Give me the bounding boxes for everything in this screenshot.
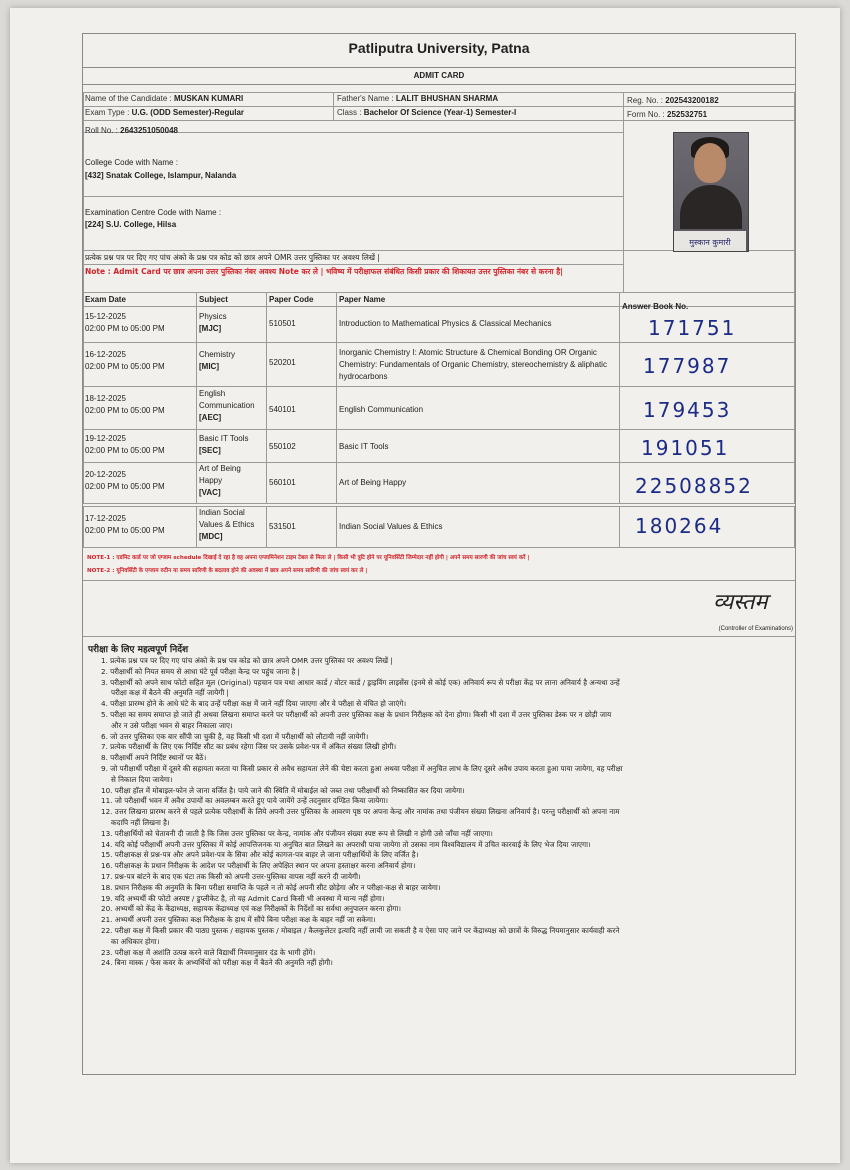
class: Class : Bachelor Of Science (Year-1) Semester-I: [337, 108, 517, 117]
answer-book-number: 179453: [643, 398, 732, 422]
controller-signature: व्यस्तम: [713, 590, 768, 615]
note-answer-book: Note : Admit Card पर छात्र अपना उत्तर पुस्तिका नंबर अवश्य Note कर ले | भविष्य में परीक्षाफल संबंधित किसी प्रकार की शिकायत उत्तर पुस्तिका नंबर से करना है|: [85, 267, 563, 276]
instruction-item: 2. परीक्षार्थी को नियत समय से आधा घंटे पूर्व परीक्षा केन्द्र पर पहुंच जाना है |: [101, 666, 300, 676]
instruction-item: 16. परीक्षाकक्ष के प्रधान निरीक्षक के आदेश पर परीक्षार्थी के लिए अपेक्षित स्थान पर अपना हस्ताक्षर करना अनिवार्य होगा।: [101, 861, 416, 871]
table-row-subject: English Communication [AEC]: [199, 389, 255, 422]
instruction-item: 4. परीक्षा प्रारम्भ होने के आधे घंटे के बाद उन्हें परीक्षा कक्ष में जाने नहीं दिया जाएगा और वे परीक्षा से वंचित हो जाएंगे।: [101, 699, 407, 709]
candidate-photo: [673, 132, 749, 252]
admit-card-heading: ADMIT CARD: [83, 67, 795, 85]
instruction-item: 12. उत्तर लिखना प्रारम्भ करने से पहले प्रत्येक परीक्षार्थी के लिये अपनी उत्तर पुस्तिका के आवरण पृष्ठ पर अपना केन्द्र और नामांक तथा पंजीयन संख्या लिखना अनिवार्य है। परन्तु परीक्षार्थी को अपना नाम: [101, 807, 620, 817]
instruction-item: से निकाल दिया जायेगा।: [111, 774, 173, 784]
omr-instruction: प्रत्येक प्रश्न पत्र पर दिए गए पांच अंको के प्रश्न पत्र कोड को छात्र अपने OMR उत्तर पुस्तिका पर अवश्य लिखें |: [85, 253, 380, 262]
instruction-item: 14. यदि कोई परीक्षार्थी अपनी उत्तर पुस्तिका में कोई आपत्तिजनक या अनुचित बात लिखने का अपराधी पाया जायेगा तो उसका नाम विश्वविद्यालय में उचित कारवाई के लिए भेज दिया जाएगा।: [101, 839, 591, 849]
instruction-item: 20. अभ्यर्थी को केंद्र के केंद्राध्यक्ष, सहायक केंद्राध्यक्ष एवं कक्ष निरीक्षकों के निर्देशों का सर्वथा अनुपालन करना होगा।: [101, 904, 401, 914]
exam-type: Exam Type : U.G. (ODD Semester)-Regular: [85, 108, 245, 117]
table-row-code: 510501: [269, 319, 296, 328]
centre-name: [224] S.U. College, Hilsa: [85, 220, 177, 229]
instructions-list: [101, 656, 791, 969]
table-row-code: 550102: [269, 442, 296, 451]
instruction-item: परीक्षा कक्ष में बैठने की अनुमति नहीं जायेगी |: [111, 688, 229, 698]
instruction-item: 9. जो परीक्षार्थी परीक्षा में दूसरे की सहायता करता या किसी प्रकार से अवैध सहायता लेने की चेष्टा करता हुआ अथवा परीक्षा में अनुचित लाभ के लिए दूसरे अवैध उपाय करता हुआ पाया जायेगा, वह परीक्षा: [101, 763, 623, 773]
header-subject: Subject: [199, 295, 228, 304]
instruction-item: 7. प्रत्येक परीक्षार्थी के लिए एक निर्दिष्ट सीट का प्रबंध रहेगा जिस पर उसके प्रवेश-पत्र में अंकित संख्या लिखी होगी।: [101, 742, 397, 752]
table-row-date: 15-12-2025 02:00 PM to 05:00 PM: [85, 312, 165, 333]
instruction-item: 21. अभ्यर्थी अपनी उत्तर पुस्तिका कक्ष निरीक्षक के हाथ में सौंपे बिना परीक्षा कक्ष के बाहर नहीं जा सकेगा।: [101, 915, 376, 925]
instruction-item: 10. परीक्षा हॉल में मोबाइल-फोन ले जाना वर्जित है। पाये जाने की स्थिति में मोबाईल को जब्त तथा परीक्षार्थी को निष्कासित कर दिया जायेगा।: [101, 785, 465, 795]
father-name: Father's Name : LALIT BHUSHAN SHARMA: [337, 94, 499, 103]
instruction-item: 13. परीक्षार्थियों को चेतावनी दी जाती है कि जिस उत्तर पुस्तिका पर केन्द्र, नामांक और पंजीयन संख्या स्पष्ट रूप से लिखी न होगी उसे जाँचा नहीं जाएगा।: [101, 828, 493, 838]
instruction-item: 23. परीक्षा कक्ष में अशांति उत्पन्न करने वाले विद्यार्थी नियमानुसार दंड के भागी होंगे।: [101, 947, 316, 957]
instruction-item: 1. प्रत्येक प्रश्न पत्र पर दिए गए पांच अंको के प्रश्न पत्र कोड को छात्र अपने OMR उत्तर पुस्तिका पर अवश्य लिखें |: [101, 656, 393, 665]
instruction-item: कदापि नहीं लिखना है।: [111, 817, 170, 827]
header-paper-code: Paper Code: [269, 295, 314, 304]
table-row-subject: Art of Being Happy [VAC]: [199, 464, 241, 497]
candidate-signature: मुस्कान कुमारी: [689, 238, 731, 247]
centre-label: Examination Centre Code with Name :: [85, 208, 222, 217]
answer-book-number: 191051: [641, 436, 730, 460]
table-row-code: 560101: [269, 478, 296, 487]
instruction-item: और न उसे परीक्षा भवन से बाहर निकाला जाए।: [111, 720, 233, 730]
answer-book-number: 22508852: [635, 474, 753, 498]
instruction-item: 22. परीक्षा कक्ष में किसी प्रकार की पाठ्य पुस्तक / सहायक पुस्तक / मोबाइल / कैलकुलेटर इत्यादि नहीं लायी जा सकती है व ऐसा पाए जाने पर केंद्राध्यक्ष को छात्रों के विरुद्ध नियमानुसार कार्यवाही करने: [101, 925, 620, 935]
answer-book-number: 171751: [648, 316, 737, 340]
table-row-subject: Physics [MJC]: [199, 312, 227, 333]
table-row-date: 19-12-2025 02:00 PM to 05:00 PM: [85, 434, 165, 455]
admit-card-paper: [10, 8, 840, 1163]
table-row-code: 540101: [269, 405, 296, 414]
table-row-date: 17-12-2025 02:00 PM to 05:00 PM: [85, 514, 165, 535]
table-row-date: 16-12-2025 02:00 PM to 05:00 PM: [85, 350, 165, 371]
table-row-paper: Introduction to Mathematical Physics & Classical Mechanics: [339, 319, 552, 328]
college-name: [432] Snatak College, Islampur, Nalanda: [85, 171, 237, 180]
roll-no: Roll No. : 2643251050048: [85, 126, 178, 135]
table-row-paper: Basic IT Tools: [339, 442, 389, 451]
instruction-item: 24. बिना मास्क / फेस कवर के अभ्यर्थियों को परीक्षा कक्ष में बैठने की अनुमति नहीं होगी।: [101, 958, 333, 968]
instruction-item: 11. जो परीक्षार्थी भवन में अवैध उपायों का अवलम्बन करते हुए पाये जायेंगे उन्हें तदनुसार दण्डित किया जायेगा।: [101, 796, 388, 806]
table-row-paper: Art of Being Happy: [339, 478, 407, 487]
header-exam-date: Exam Date: [85, 295, 126, 304]
controller-label: (Controller of Examinations): [718, 626, 793, 632]
instruction-item: का अधिकार होगा।: [111, 936, 160, 946]
note-1: NOTE-1 : एडमिट कार्ड पर जो एग्जाम schedule दिखाई दे रहा है वह अपना एग्जामिनेशन टाइम टेबल से मिला ले | किसी भी त्रुटि होने पर यूनिवर्सिटी जिम्मेदार नहीं होगी | अपने समय सारणी की जांच स्वयं करें |: [87, 555, 530, 561]
table-row-paper: English Communication: [339, 405, 424, 414]
instruction-item: 15. परीक्षाकक्ष से प्रश्न-पत्र और अपने प्रवेश-पत्र के सिवा और कोई कागज-पत्र बाहर ले जाना परीक्षार्थियों के लिए वर्जित है।: [101, 850, 419, 860]
table-row-subject: Chemistry [MIC]: [199, 350, 236, 371]
instruction-item: 8. परीक्षार्थी अपने निर्दिष्ट स्थानों पर बैठें।: [101, 753, 207, 763]
table-row-date: 18-12-2025 02:00 PM to 05:00 PM: [85, 394, 165, 415]
instructions-title: परीक्षा के लिए महत्वपूर्ण निर्देश: [88, 645, 189, 655]
instruction-item: 6. जो उत्तर पुस्तिका एक बार सौंपी जा चुकी है, वह किसी भी दशा में परीक्षार्थी को लौटायी नहीं जायेगी।: [101, 731, 369, 741]
answer-book-number: 177987: [643, 354, 732, 378]
instruction-item: 18. प्रधान निरीक्षक की अनुमति के बिना परीक्षा समाप्ति के पहले न तो कोई अपनी सीट छोड़ेगा और न परीक्षा-कक्ष से बाहर जायेगा।: [101, 882, 441, 892]
instruction-item: 3. परीक्षार्थी को अपने साथ फोटो सहित मूल (Original) पहचान पत्र यथा आधार कार्ड / वोटर कार्ड / ड्राइविंग लाइसेंस (इनमे से कोई एक) अनिवार्य रूप से परीक्षा केंद्र पर लाना अनिवार्य है अन्यथा उन्हें: [101, 677, 620, 687]
table-row-paper: Indian Social Values & Ethics: [339, 522, 443, 531]
table-row-code: 531501: [269, 522, 296, 531]
header-paper-name: Paper Name: [339, 295, 386, 304]
college-label: College Code with Name :: [85, 158, 178, 167]
table-row-date: 20-12-2025 02:00 PM to 05:00 PM: [85, 470, 165, 491]
table-row-paper: Inorganic Chemistry I: Atomic Structure & Chemical Bonding OR Organic Chemistry: Fundamentals of Organic Chemistry, stereochemistry & aliphatic hydrocarbons: [339, 348, 607, 381]
form-no: Form No. : 252532751: [627, 110, 708, 119]
table-row-code: 520201: [269, 358, 296, 367]
table-row-subject: Indian Social Values & Ethics [MDC]: [199, 508, 255, 541]
instruction-item: 19. यदि अभ्यर्थी की फोटो अस्पष्ट / डुप्लीकेट है, तो यह Admit Card किसी भी अवस्था में मान्य नहीं होगा।: [101, 893, 385, 903]
table-row-subject: Basic IT Tools [SEC]: [199, 434, 249, 455]
header-answer-book: Answer Book No.: [622, 302, 689, 311]
instruction-item: 5. परीक्षा का समय समाप्त हो जाते ही अथवा लिखना समाप्त करने पर परीक्षार्थी को अपनी उत्तर पुस्तिका कक्ष के प्रधान निरीक्षक को देना होगा। किसी भी दशा में उत्तर पुस्तिका डेस्क पर न छोड़ी जाय: [101, 709, 612, 719]
instruction-item: 17. प्रश्न-पत्र बांटने के बाद एक घंटा तक किसी को अपनी उत्तर-पुस्तिका वापस नहीं करने दी जायेगी।: [101, 871, 361, 881]
candidate-name: Name of the Candidate : MUSKAN KUMARI: [85, 94, 244, 103]
admit-card-frame: [82, 33, 796, 1075]
note-2: NOTE-2 : यूनिवर्सिटी के एग्जाम रुटीन या समय सारिणी के बदलाव होने की अवस्था में छात्र अपने समय सारिणी की जांच स्वयं कर ले |: [87, 568, 368, 574]
reg-no: Reg. No. : 202543200182: [627, 96, 719, 105]
university-title: Patliputra University, Patna: [348, 40, 530, 56]
answer-book-number: 180264: [635, 514, 724, 538]
